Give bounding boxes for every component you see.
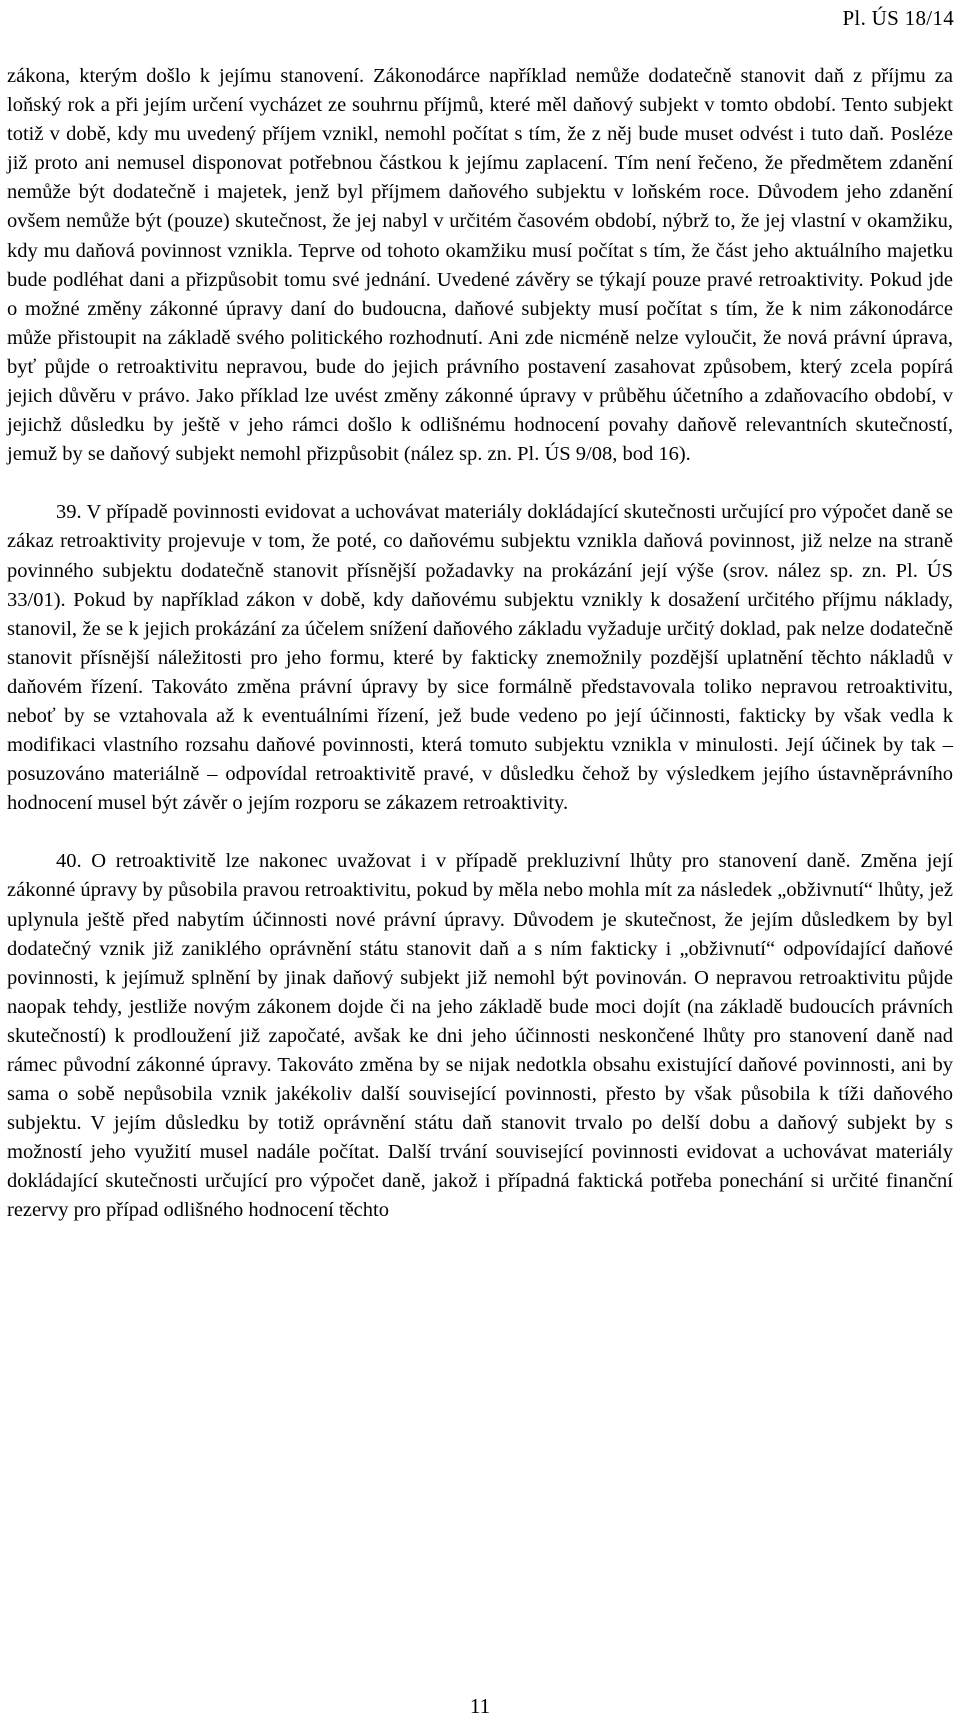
paragraph-39 (7, 498, 953, 818)
page-number: 11 (469, 1694, 491, 1718)
paragraph-number: 39. (56, 501, 82, 524)
paragraph-40 (7, 847, 953, 1225)
paragraph-text: V případě povinnosti evidovat a uchovávat materiály dokládající skutečnosti určující pro výpočet daně se zákaz retroaktivity projevuje v tom, že poté, co daňovému subjektu vznikla daňová povinnost, již nelze na straně povinného subjektu dodatečně stanovit přísnější požadavky na prokázání její výše (srov. nález sp. zn. Pl. ÚS 33/01). Pokud by například zákon v době, kdy daňovému subjektu vznikly k dosažení určitého příjmu náklady, stanovil, že se k jejich prokázání za účelem snížení daňového základu vyžaduje určitý doklad, pak nelze dodatečně stanovit přísnější náležitosti pro jeho formu, které by fakticky znemožnily pozdější uplatnění těchto nákladů v daňovém řízení. Takováto změna právní úpravy by sice formálně představovala toliko nepravou retroaktivitu, neboť by se vztahovala až k eventuálními řízení, jež bude vedeno po její účinnosti, fakticky by však vedla k modifikaci vlastního rozsahu daňové povinnosti, která tomuto subjektu vznikla v minulosti. Její účinek by tak – posuzováno materiálně – odpovídal retroaktivitě pravé, v důsledku čehož by výsledkem jejího ústavněprávního hodnocení musel být závěr o jejím rozporu se zákazem retroaktivity. (7, 501, 953, 815)
paragraph-number: 40. (56, 850, 82, 873)
paragraph-text: O retroaktivitě lze nakonec uvažovat i v případě prekluzivní lhůty pro stanovení daně. Změna její zákonné úpravy by působila pravou retroaktivitu, pokud by měla nebo mohla mít za následek „obživnutí“ lhůty, jež uplynula ještě před nabytím účinnosti nové právní úpravy. Důvodem je skutečnost, že jejím důsledkem by byl dodatečný vznik již zaniklého oprávnění státu stanovit daň a s ním fakticky i „obživnutí“ odpovídající daňové povinnosti, k jejímuž splnění by jinak daňový subjekt již nemohl být povinován. O nepravou retroaktivitu půjde naopak tehdy, jestliže novým zákonem dojde či na jeho základě bude moci dojít (na základě budoucích právních skutečností) k prodloužení již započaté, avšak ke dni jeho účinnosti neskončené lhůty pro stanovení daně nad rámec původní zákonné úpravy. Takováto změna by se nijak nedotkla obsahu existující daňové povinnosti, ani by sama o sobě nepůsobila vznik jakékoliv další související povinnosti, přesto by však působila k tíži daňového subjektu. V jejím důsledku by totiž oprávnění státu daň stanovit trvalo po delší dobu a daňový subjekt by s možností jeho využití musel nadále počítat. Další trvání související povinnosti evidovat a uchovávat materiály dokládající skutečnosti určující pro výpočet daně, jakož i případná faktická potřeba ponechání si určité finanční rezervy pro případ odlišného hodnocení těchto (7, 850, 953, 1222)
document-body (7, 62, 953, 1226)
case-reference-header: Pl. ÚS 18/14 (842, 6, 954, 30)
paragraph-text: zákona, kterým došlo k jejímu stanovení. Zákonodárce například nemůže dodatečně stanovit daň z příjmu za loňský rok a při jejím určení vycházet ze souhrnu příjmů, které měl daňový subjekt v tomto období. Tento subjekt totiž v době, kdy mu uvedený příjem vznikl, nemohl počítat s tím, že z něj bude muset odvést i tuto daň. Posléze již proto ani nemusel disponovat potřebnou částkou k jejímu zaplacení. Tím není řečeno, že předmětem zdanění nemůže být dodatečně i majetek, jenž byl příjmem daňového subjektu v loňském roce. Důvodem jeho zdanění ovšem nemůže být (pouze) skutečnost, že jej nabyl v určitém časovém období, nýbrž to, že jej vlastní v okamžiku, kdy mu daňová povinnost vznikla. Teprve od tohoto okamžiku musí počítat s tím, že část jeho aktuálního majetku bude podléhat dani a přizpůsobit tomu své jednání. Uvedené závěry se týkají pouze pravé retroaktivity. Pokud jde o možné změny zákonné úpravy daní do budoucna, daňové subjekty musí počítat s tím, že k nim zákonodárce může přistoupit na základě svého politického rozhodnutí. Ani zde nicméně nelze vyloučit, že nová právní úprava, byť půjde o retroaktivitu nepravou, bude do jejich právního postavení zasahovat způsobem, který zcela popírá jejich důvěru v právo. Jako příklad lze uvést změny zákonné úpravy v průběhu účetního a zdaňovacího období, v jejichž důsledku by ještě v jeho rámci došlo k odlišnému hodnocení povahy daňově relevantních skutečností, jemuž by se daňový subjekt nemohl přizpůsobit (nález sp. zn. Pl. ÚS 9/08, bod 16). (7, 65, 953, 466)
paragraph-continuation (7, 62, 953, 469)
